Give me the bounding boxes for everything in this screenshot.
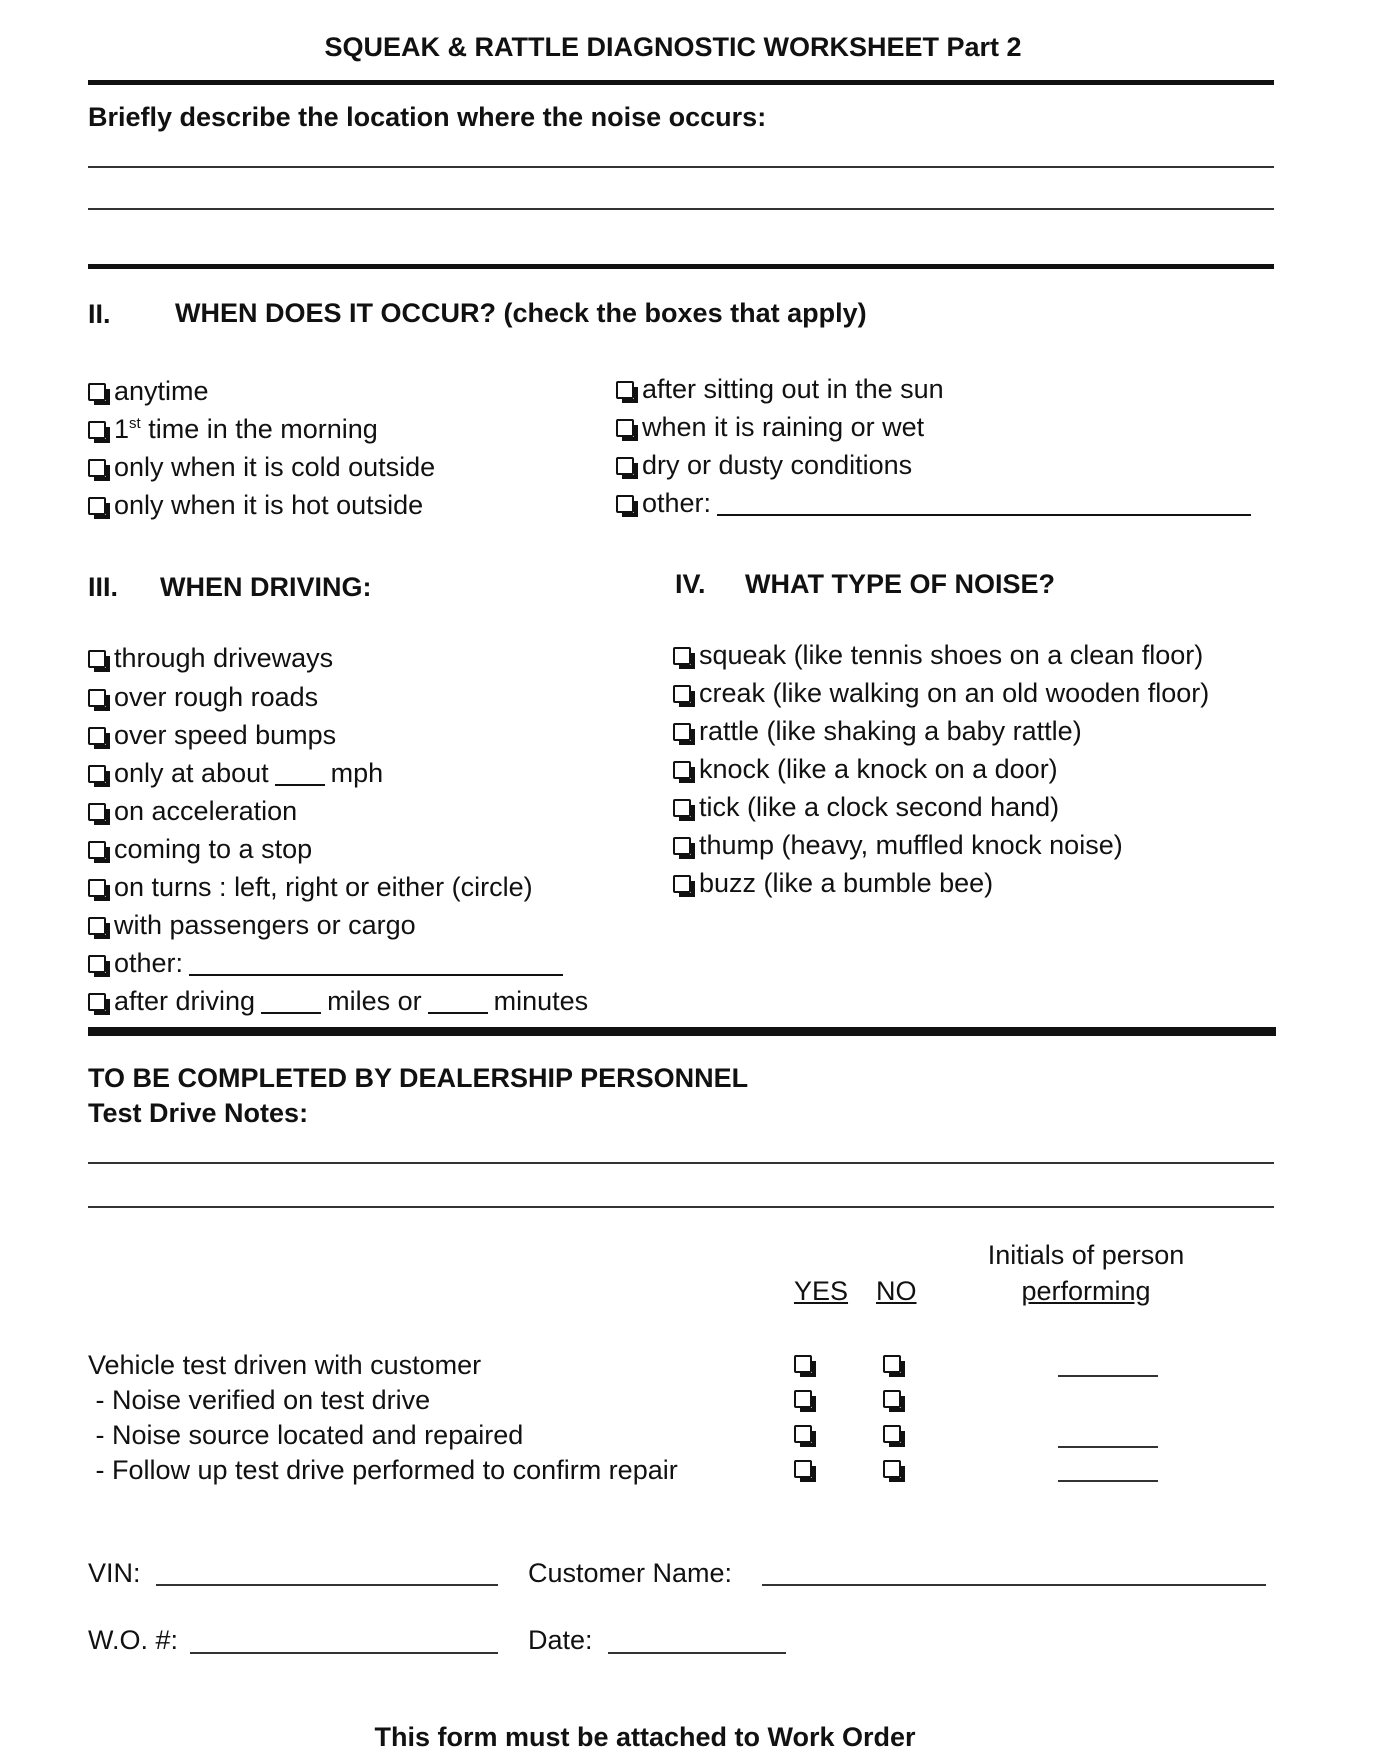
noise-knock[interactable]	[673, 754, 1058, 785]
option-speed[interactable]	[88, 758, 383, 789]
checkbox-icon[interactable]	[673, 761, 691, 779]
option-label: over rough roads	[114, 682, 319, 712]
miles-field[interactable]	[261, 990, 321, 1014]
row-label: - Noise source located and repaired	[88, 1420, 524, 1450]
option-other-when[interactable]	[616, 488, 1257, 519]
no-checkbox-icon[interactable]	[883, 1460, 901, 1478]
option-dusty[interactable]	[616, 450, 912, 481]
speed-field[interactable]	[275, 762, 325, 786]
option-label: after driving	[114, 986, 256, 1016]
footer-note: This form must be attached to Work Order	[374, 1722, 916, 1752]
option-passengers[interactable]	[88, 910, 416, 941]
date-label: Date:	[528, 1625, 593, 1655]
option-other-driving[interactable]	[88, 948, 569, 979]
row-label: - Noise verified on test drive	[88, 1385, 431, 1415]
checkbox-icon[interactable]	[88, 689, 106, 707]
customer-name-field[interactable]	[762, 1584, 1266, 1586]
initials-field[interactable]	[1058, 1446, 1158, 1448]
noise-tick[interactable]	[673, 792, 1059, 823]
option-label: other:	[114, 948, 184, 978]
noise-squeak[interactable]	[673, 640, 1203, 671]
checkbox-icon[interactable]	[88, 383, 106, 401]
initials-field[interactable]	[1058, 1375, 1158, 1377]
checkbox-icon[interactable]	[88, 727, 106, 745]
location-line-2[interactable]	[88, 208, 1274, 210]
option-raining[interactable]	[616, 412, 924, 443]
yes-checkbox-icon[interactable]	[794, 1425, 812, 1443]
minutes-label: minutes	[493, 986, 589, 1016]
option-label: through driveways	[114, 643, 334, 673]
option-label: when it is raining or wet	[642, 412, 925, 442]
date-field[interactable]	[608, 1652, 786, 1654]
yes-checkbox-icon[interactable]	[794, 1390, 812, 1408]
noise-rattle[interactable]	[673, 716, 1082, 747]
option-label: coming to a stop	[114, 834, 313, 864]
customer-name-label: Customer Name:	[528, 1558, 733, 1588]
checkbox-icon[interactable]	[88, 459, 106, 477]
option-driveways[interactable]	[88, 643, 333, 674]
option-first-time-morning[interactable]	[88, 414, 378, 445]
option-cold-outside[interactable]	[88, 452, 435, 483]
section-rule	[88, 264, 1274, 269]
checkbox-icon[interactable]	[88, 803, 106, 821]
checkbox-icon[interactable]	[88, 879, 106, 897]
checkbox-icon[interactable]	[88, 841, 106, 859]
section-3-heading: WHEN DRIVING:	[160, 572, 372, 602]
option-label: on turns : left, right or either (circle)	[114, 872, 533, 902]
speed-unit: mph	[330, 758, 384, 788]
checkbox-icon[interactable]	[616, 381, 634, 399]
checkbox-icon[interactable]	[673, 837, 691, 855]
no-header: NO	[876, 1276, 917, 1306]
location-prompt: Briefly describe the location where the noise occurs:	[88, 102, 767, 132]
section-4-number: IV.	[675, 569, 706, 599]
checkbox-icon[interactable]	[88, 917, 106, 935]
yes-checkbox-icon[interactable]	[794, 1460, 812, 1478]
option-turns[interactable]	[88, 872, 533, 903]
section-4-heading: WHAT TYPE OF NOISE?	[745, 569, 1055, 599]
option-acceleration[interactable]	[88, 796, 297, 827]
noise-thump[interactable]	[673, 830, 1123, 861]
vin-field[interactable]	[156, 1584, 498, 1586]
checkbox-icon[interactable]	[88, 993, 106, 1011]
checkbox-icon[interactable]	[673, 875, 691, 893]
checkbox-icon[interactable]	[673, 685, 691, 703]
row-label: - Follow up test drive performed to confirm repair	[88, 1455, 678, 1485]
no-checkbox-icon[interactable]	[883, 1425, 901, 1443]
page-title: SQUEAK & RATTLE DIAGNOSTIC WORKSHEET Part 2	[324, 32, 1022, 62]
option-sun[interactable]	[616, 374, 944, 405]
checkbox-icon[interactable]	[88, 421, 106, 439]
yes-header: YES	[794, 1276, 849, 1306]
no-checkbox-icon[interactable]	[883, 1355, 901, 1373]
noise-buzz[interactable]	[673, 868, 993, 899]
initials-header-2: performing	[1021, 1276, 1151, 1306]
option-label: other:	[642, 488, 712, 518]
notes-line-1[interactable]	[88, 1162, 1274, 1164]
test-drive-notes-label: Test Drive Notes:	[88, 1098, 309, 1128]
option-after-driving[interactable]	[88, 986, 588, 1017]
option-label: only when it is cold outside	[114, 452, 436, 482]
option-label: with passengers or cargo	[114, 910, 416, 940]
vin-label: VIN:	[88, 1558, 141, 1588]
row-label: Vehicle test driven with customer	[88, 1350, 482, 1380]
option-label: knock (like a knock on a door)	[699, 754, 1058, 784]
option-label: 1st time in the morning	[114, 414, 378, 444]
checkbox-icon[interactable]	[88, 765, 106, 783]
checkbox-icon[interactable]	[673, 647, 691, 665]
option-label: dry or dusty conditions	[642, 450, 913, 480]
wo-field[interactable]	[190, 1652, 498, 1654]
section-2-number: II.	[88, 299, 111, 329]
title-rule	[88, 80, 1274, 85]
option-label: after sitting out in the sun	[642, 374, 944, 404]
section-3-number: III.	[88, 572, 119, 602]
dealer-section-rule	[88, 1027, 1276, 1036]
option-rough-roads[interactable]	[88, 682, 318, 713]
option-label: squeak (like tennis shoes on a clean floor)	[699, 640, 1204, 670]
location-line-1[interactable]	[88, 166, 1274, 168]
dealer-heading: TO BE COMPLETED BY DEALERSHIP PERSONNEL	[88, 1063, 749, 1093]
notes-line-2[interactable]	[88, 1206, 1274, 1208]
option-label: on acceleration	[114, 796, 298, 826]
other-when-field[interactable]	[717, 492, 1251, 516]
checkbox-icon[interactable]	[673, 799, 691, 817]
option-label: only when it is hot outside	[114, 490, 424, 520]
initials-field[interactable]	[1058, 1480, 1158, 1482]
option-label: anytime	[114, 376, 209, 406]
option-label: creak (like walking on an old wooden floor)	[699, 678, 1210, 708]
option-label: only at about	[114, 758, 269, 788]
option-label: buzz (like a bumble bee)	[699, 868, 994, 898]
checkbox-icon[interactable]	[88, 955, 106, 973]
option-label: over speed bumps	[114, 720, 337, 750]
other-driving-field[interactable]	[189, 952, 563, 976]
checkbox-icon[interactable]	[616, 495, 634, 513]
no-checkbox-icon[interactable]	[883, 1390, 901, 1408]
checkbox-icon[interactable]	[673, 723, 691, 741]
option-speed-bumps[interactable]	[88, 720, 336, 751]
yes-checkbox-icon[interactable]	[794, 1355, 812, 1373]
option-hot-outside[interactable]	[88, 490, 423, 521]
option-anytime[interactable]	[88, 376, 209, 407]
checkbox-icon[interactable]	[88, 650, 106, 668]
option-label: tick (like a clock second hand)	[699, 792, 1060, 822]
section-2-heading: WHEN DOES IT OCCUR? (check the boxes that apply)	[175, 298, 867, 328]
minutes-field[interactable]	[428, 990, 488, 1014]
initials-header-1: Initials of person	[987, 1240, 1185, 1270]
checkbox-icon[interactable]	[88, 497, 106, 515]
miles-label: miles or	[327, 986, 422, 1016]
checkbox-icon[interactable]	[616, 457, 634, 475]
checkbox-icon[interactable]	[616, 419, 634, 437]
option-label: thump (heavy, muffled knock noise)	[699, 830, 1123, 860]
option-coming-stop[interactable]	[88, 834, 312, 865]
wo-label: W.O. #:	[88, 1625, 179, 1655]
noise-creak[interactable]	[673, 678, 1209, 709]
option-label: rattle (like shaking a baby rattle)	[699, 716, 1082, 746]
